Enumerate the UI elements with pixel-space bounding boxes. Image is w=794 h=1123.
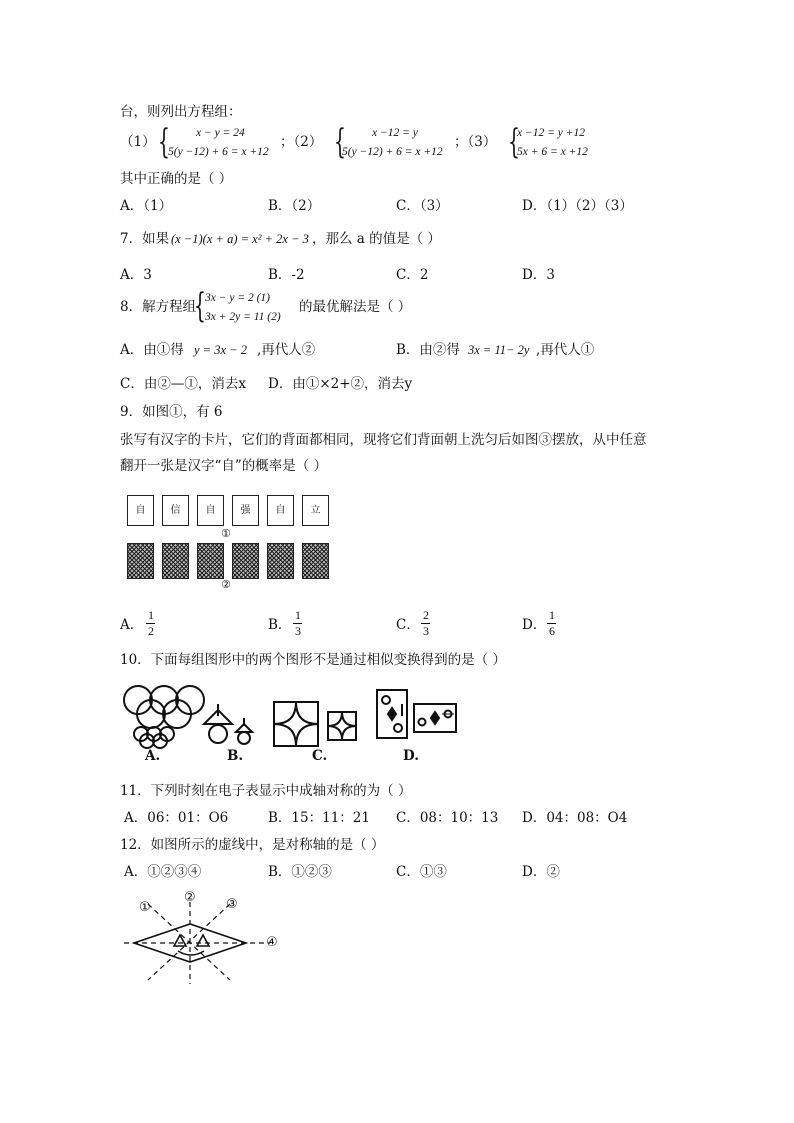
q11-option-b: B．15：11：21 <box>268 810 370 826</box>
curved-square-figure <box>274 702 356 746</box>
q10-label-b: B. <box>227 748 244 764</box>
q9-option-b-letter: B． <box>268 617 292 633</box>
card-back <box>127 543 154 579</box>
q11-text: 11．下列时刻在电子表显示中成轴对称的为（ ） <box>120 783 412 799</box>
q8-suffix: 的最优解法是（ ） <box>299 299 412 315</box>
olympic-rings-figure <box>124 686 204 748</box>
q6-sys2-row2: 5(y −12) + 6 = x +12 <box>342 146 443 158</box>
q6-option-b: B．（2） <box>268 198 321 214</box>
q9-option-a-letter: A． <box>120 617 144 633</box>
q8-option-a-expr: y = 3x − 2 <box>194 343 247 357</box>
q8-row2: 3x + 2y = 11 (2) <box>205 311 281 323</box>
q8-option-b-prefix: B．由②得 <box>396 342 460 358</box>
card-back <box>162 543 189 579</box>
q12-option-b: B．①②③ <box>268 864 332 880</box>
q7-option-d: D．3 <box>522 267 555 283</box>
playing-card-figure <box>377 690 456 738</box>
q7-option-b: B．-2 <box>268 267 305 283</box>
q6-sys3-row2: 5x + 6 = x +12 <box>517 146 588 158</box>
q6-option-a: A．（1） <box>120 198 173 214</box>
figure-label-2: ② <box>221 578 231 591</box>
lamp-figure <box>204 704 252 744</box>
card-front: 自 <box>267 495 294 526</box>
axis-label-1: ① <box>139 900 151 915</box>
card-back <box>267 543 294 579</box>
q8-row1: 3x − y = 2 (1) <box>205 292 271 304</box>
q9-line1: 9．如图①，有 6 <box>120 404 223 420</box>
brace-icon: { <box>508 122 520 162</box>
card-back <box>232 543 259 579</box>
q7-prefix: 7．如果 <box>120 231 170 247</box>
q6-sys1-row1: x − y = 24 <box>196 127 245 139</box>
card-front: 强 <box>232 495 259 526</box>
card-front: 自 <box>197 495 224 526</box>
q6-intro: 台，则列出方程组： <box>120 104 242 120</box>
q6-separator-1: ；（2） <box>280 134 323 150</box>
axis-label-3: ③ <box>226 897 238 912</box>
q12-option-d: D．② <box>522 864 560 880</box>
card-front: 立 <box>302 495 329 526</box>
q7-option-a: A．3 <box>120 267 152 283</box>
card-front: 信 <box>162 495 189 526</box>
figure-label-1: ① <box>221 527 231 540</box>
q11-option-d: D．04：08：O4 <box>522 810 628 826</box>
document-page: 台，则列出方程组： （1） { x − y = 24 5(y −12) + 6 = x +12 ；（2） { x −12 = y 5(y −12) + 6 = x +12 ；（3） { x −12 = y +12 5x + 6 = x +12 其中正确的是（ ） A．（1） B．（2） C．（3） D．（1）（2）（3） 7．如果 (x −1)(x + a) = x² + 2x − 3 ，那么 a 的值是（ ） A．3 B．-2 C．2 D．3 8．解方程组 { 3x − y = 2 (1) 3x + 2y = 11 (2) 的最优解法是（ ） A．由①得 y = 3x − 2 ,再代人② B．由②得 3x = 11− 2y ,再代人① C．由②—①，消去x D．由①×2+②，消去y 9．如图①，有 6 张写有汉字的卡片，它们的背面都相同，现将它们背面朝上洗匀后如图③摆放，从中任意 翻开一张是汉字“自”的概率是（ ） 自 信 自 强 自 立 ① ② A． 1 2 B． 1 3 C． 2 3 D． 1 6 10．下面每组图形中的两个图形不是通过相似变换得到的是（ ） A. B. C. D. 11．下列时刻在电子表显示中成轴对称的为（ ） A．06：01：O6 B．15：11：21 C．08：10：13 D．04：08：O4 12．如图所示的虚线中，是对称轴的是（ ） A．①②③④ B．①②③ C．①③ D．② ① ② ③ ④ <box>0 0 794 1123</box>
brace-icon: { <box>158 122 170 162</box>
q6-sys2-row1: x −12 = y <box>372 127 418 139</box>
q6-sys1-label: （1） <box>120 134 156 150</box>
q8-option-d: D．由①×2+②，消去y <box>268 376 413 392</box>
brace-icon: { <box>194 286 206 326</box>
q10-label-a: A. <box>145 748 161 764</box>
q8-prefix: 8．解方程组 <box>120 299 197 315</box>
q10-text: 10．下面每组图形中的两个图形不是通过相似变换得到的是（ ） <box>120 652 506 668</box>
q8-option-b-expr: 3x = 11− 2y <box>468 343 530 357</box>
q6-sys3-row1: x −12 = y +12 <box>517 127 585 139</box>
q6-question: 其中正确的是（ ） <box>120 171 233 187</box>
q8-option-b-suffix: ,再代人① <box>536 342 595 358</box>
axis-label-2: ② <box>184 890 196 905</box>
q8-option-c: C．由②—①，消去x <box>120 376 246 392</box>
q7-expression: (x −1)(x + a) = x² + 2x − 3 <box>171 232 309 246</box>
q12-option-a: A．①②③④ <box>124 864 202 880</box>
q6-sys1-row2: 5(y −12) + 6 = x +12 <box>168 146 269 158</box>
q10-label-d: D. <box>403 748 419 764</box>
q7-suffix: ，那么 a 的值是（ ） <box>312 231 441 247</box>
q6-option-d: D．（1）（2）（3） <box>522 198 633 214</box>
q9-option-c-letter: C． <box>396 617 420 633</box>
card-back <box>197 543 224 579</box>
q9-line3: 翻开一张是汉字“自”的概率是（ ） <box>120 458 328 474</box>
card-back <box>302 543 329 579</box>
q9-line2: 张写有汉字的卡片，它们的背面都相同，现将它们背面朝上洗匀后如图③摆放，从中任意 <box>120 432 647 448</box>
q6-option-c: C．（3） <box>396 198 449 214</box>
q6-separator-2: ；（3） <box>454 134 497 150</box>
q8-option-a-suffix: ,再代人② <box>257 342 316 358</box>
q7-option-c: C．2 <box>396 267 429 283</box>
q12-option-c: C．①③ <box>396 864 447 880</box>
card-front: 自 <box>127 495 154 526</box>
q10-label-c: C. <box>312 748 328 764</box>
q9-option-d-letter: D． <box>522 617 547 633</box>
q11-option-c: C．08：10：13 <box>396 810 499 826</box>
axis-label-4: ④ <box>266 935 278 950</box>
q8-option-a-prefix: A．由①得 <box>120 342 184 358</box>
q11-option-a: A．06：01：O6 <box>124 810 229 826</box>
brace-icon: { <box>334 122 346 162</box>
q12-text: 12．如图所示的虚线中，是对称轴的是（ ） <box>120 837 385 853</box>
